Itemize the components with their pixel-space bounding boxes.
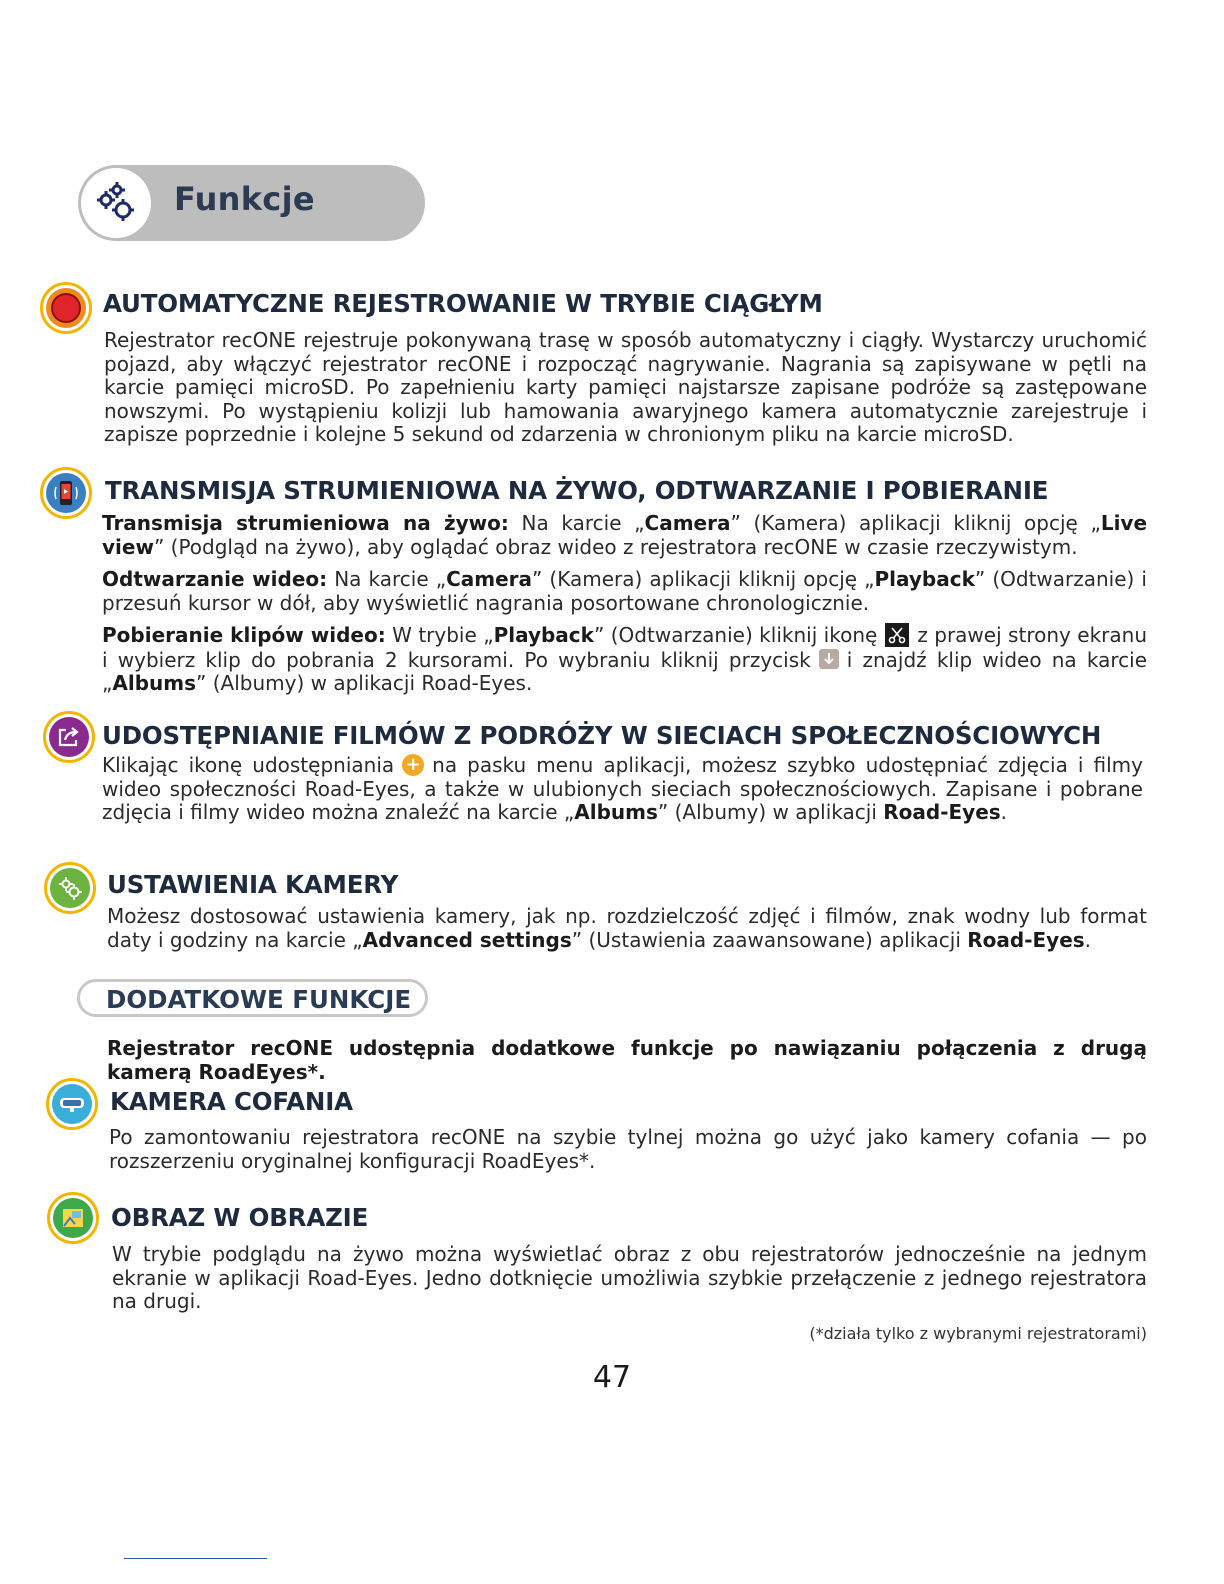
share-text-4: .	[1000, 800, 1008, 824]
section-text-settings	[107, 905, 1147, 952]
footer-rule	[124, 1558, 267, 1559]
dl-text-2: ” (Odtwarzanie) kliknij ikonę	[593, 623, 878, 647]
live-bold-liveview: Live view	[102, 511, 1148, 559]
footnote: (*działa tylko z wybranymi rejestratorami)	[809, 1324, 1147, 1343]
play-text-3: ” (Odtwarzanie) i przesuń kursor w dół, aby wyświetlić nagrania posortowane chronologicznie.	[102, 567, 1147, 615]
section-title-share: UDOSTĘPNIANIE FILMÓW Z PODRÓŻY W SIECIACH SPOŁECZNOŚCIOWYCH	[102, 721, 1102, 750]
settings-text-3: .	[1084, 927, 1092, 952]
section-title-stream: TRANSMISJA STRUMIENIOWA NA ŻYWO, ODTWARZANIE I POBIERANIE	[105, 476, 1049, 505]
stream-download-paragraph	[102, 624, 1147, 696]
page-number: 47	[592, 1360, 632, 1395]
share-text-1: Klikając ikonę udostępniania	[102, 753, 395, 777]
share-text-2: na pasku menu aplikacji, możesz szybko udostępniać zdjęcia i filmy wideo społeczności Road-Eyes, a także w ulubionych sieciach społecznościowych. Zapisane i pobrane zdjęcia i filmy wideo można znaleźć na karcie „	[102, 753, 1144, 824]
page-title: Funkcje	[174, 180, 315, 218]
settings-bold-roadeyes: Road-Eyes	[967, 927, 1085, 952]
picture-in-picture-icon	[47, 1192, 99, 1244]
settings-text-2: ” (Ustawienia zaawansowane) aplikacji	[571, 927, 968, 952]
dl-text-3: z prawej strony ekranu i wybierz klip do pobrania 2 kursorami. Po wybraniu kliknij przycisk	[102, 623, 1147, 672]
share-bold-roadeyes: Road-Eyes	[883, 800, 1001, 824]
dl-bold-playback: Playback	[493, 623, 594, 647]
section-title-rear: KAMERA COFANIA	[110, 1087, 353, 1116]
dl-text-5: ” (Albumy) w aplikacji Road-Eyes.	[196, 671, 533, 695]
dl-text-4: i znajdź klip wideo na karcie „	[102, 647, 1148, 695]
dl-label: Pobieranie klipów wideo:	[102, 623, 386, 647]
play-text-1: Na karcie „	[327, 567, 447, 591]
live-text-1: Na karcie „	[508, 511, 645, 535]
section-title-auto: AUTOMATYCZNE REJESTROWANIE W TRYBIE CIĄGŁYM	[103, 289, 823, 318]
download-icon	[819, 649, 839, 669]
share-icon	[43, 711, 95, 763]
smartphone-icon	[40, 467, 92, 519]
dl-bold-albums: Albums	[112, 671, 197, 695]
extra-functions-intro: Rejestrator recONE udostępnia dodatkowe funkcje po nawiązaniu połączenia z drugą kamerą RoadEyes*.	[107, 1036, 1147, 1084]
section-text-pip: W trybie podglądu na żywo można wyświetlać obraz z obu rejestratorów jednocześnie na jednym ekranie w aplikacji Road-Eyes. Jedno dotknięcie umożliwia szybkie przełączenie z jednego rejestratora na drugi.	[112, 1242, 1147, 1313]
section-text-share	[102, 754, 1143, 825]
play-text-2: ” (Kamera) aplikacji kliknij opcję „	[532, 567, 875, 591]
record-icon	[40, 282, 92, 334]
live-bold-camera: Camera	[644, 511, 731, 535]
settings-gears-icon	[44, 862, 96, 914]
gears-icon	[81, 168, 151, 238]
share-text-3: ” (Albumy) w aplikacji	[657, 800, 884, 824]
scissors-icon	[885, 623, 909, 647]
stream-live-paragraph	[102, 512, 1147, 559]
section-title-settings: USTAWIENIA KAMERY	[107, 870, 399, 899]
section-text-rear: Po zamontowaniu rejestratora recONE na szybie tylnej można go użyć jako kamery cofania — po rozszerzeniu oryginalnej konfiguracji RoadEyes*.	[109, 1125, 1147, 1173]
stream-play-paragraph	[102, 568, 1147, 615]
section-text-auto: Rejestrator recONE rejestruje pokonywaną trasę w sposób automatyczny i ciągły. Wystarczy uruchomić pojazd, aby włączyć rejestrator recONE i rozpocząć nagrywanie. Nagrania są zapisywane w pętli na karcie pamięci microSD. Po zapełnieniu karty pamięci najstarsze zapisane podróże są zastępowane nowszymi. Po wystąpieniu kolizji lub hamowania awaryjnego kamera automatycznie zarejestruje i zapisze poprzednie i kolejne 5 sekund od zdarzenia w chronionym pliku na karcie microSD.	[104, 328, 1147, 446]
settings-text-1: Możesz dostosować ustawienia kamery, jak np. rozdzielczość zdjęć i filmów, znak wodny lub format daty i godziny na karcie „	[107, 904, 1147, 952]
play-label: Odtwarzanie wideo:	[102, 567, 328, 591]
rear-camera-icon	[46, 1078, 98, 1130]
settings-bold-advanced: Advanced settings	[362, 927, 572, 952]
live-label: Transmisja strumieniowa na żywo:	[102, 511, 509, 535]
live-text-2: ” (Kamera) aplikacji kliknij opcję „	[730, 511, 1101, 535]
plus-share-icon: +	[402, 754, 424, 776]
play-bold-playback: Playback	[874, 567, 975, 591]
share-bold-albums: Albums	[574, 800, 658, 824]
section-title-pip: OBRAZ W OBRAZIE	[111, 1203, 369, 1232]
dl-text-1: W trybie „	[385, 623, 494, 647]
extra-functions-title: DODATKOWE FUNKCJE	[106, 985, 412, 1014]
live-text-3: ” (Podgląd na żywo), aby oglądać obraz wideo z rejestratora recONE w czasie rzeczywistym.	[153, 534, 1078, 559]
play-bold-camera: Camera	[446, 567, 532, 591]
